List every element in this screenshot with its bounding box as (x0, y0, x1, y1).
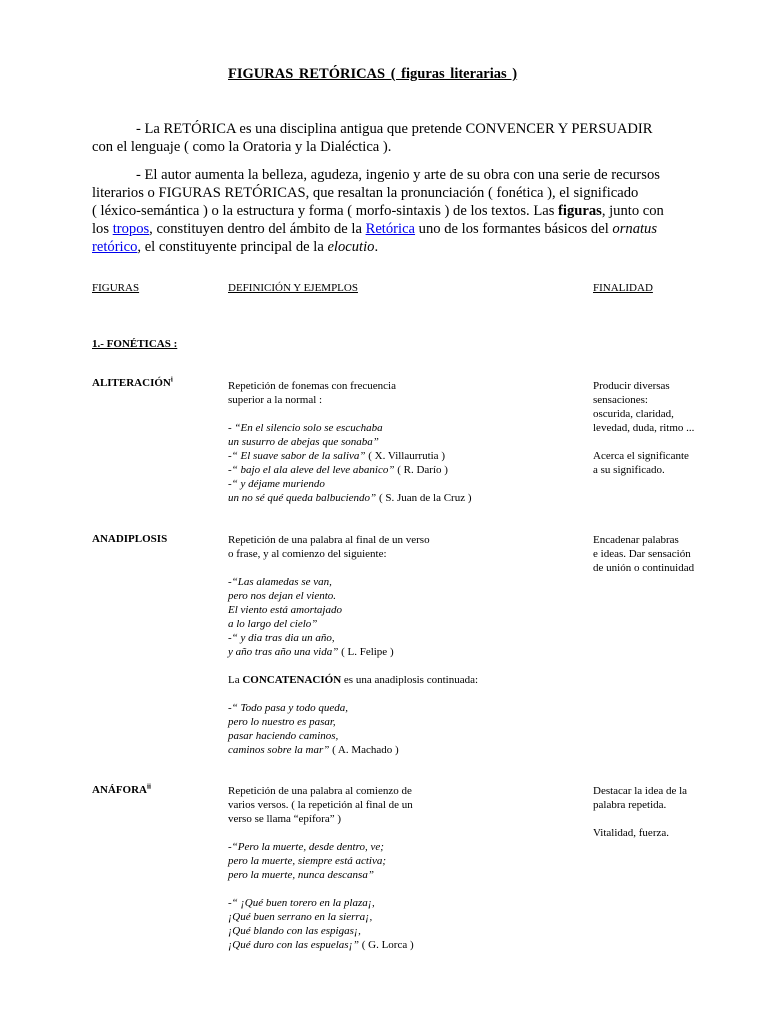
blank-line (228, 882, 414, 896)
paragraph-line: - El autor aumenta la belleza, agudeza, ingenio y arte de su obra con una serie de recursos (136, 167, 660, 183)
definition-line: Repetición de una palabra al comienzo de (228, 785, 412, 797)
example-line (228, 743, 478, 757)
column-header-finalidad: FINALIDAD (593, 282, 653, 294)
text-span: uno de los formantes básicos del (415, 221, 613, 237)
example-text: caminos sobre la mar” (228, 744, 330, 756)
example-line: pero la muerte, siempre está activa; (228, 855, 387, 867)
aliteracion-definition (228, 379, 472, 505)
example-text: un no sé qué queda balbuciendo” (228, 492, 377, 504)
example-line: un susurro de abejas que sonaba” (228, 436, 379, 448)
blank-line (228, 407, 472, 421)
intro-paragraph-1 (92, 120, 712, 156)
example-line (228, 463, 472, 477)
finalidad-line: Destacar la idea de la (593, 785, 688, 797)
aliteracion-finalidad (593, 379, 694, 477)
finalidad-line: de unión o continuidad (593, 562, 695, 574)
example-text: y año tras año una vida” (228, 646, 339, 658)
example-line: pasar haciendo caminos, (228, 730, 339, 742)
example-author: ( X. Villaurrutia ) (365, 450, 445, 462)
paragraph-line: literarios o FIGURAS RETÓRICAS, que resaltan la pronunciación ( fonética ), el significado (92, 185, 639, 201)
footnote-ref[interactable]: i (170, 375, 173, 384)
column-header-figuras: FIGURAS (92, 282, 140, 294)
intro-paragraph-2 (92, 166, 712, 256)
example-line: - “En el silencio solo se escuchaba (228, 422, 383, 434)
example-text: -“ bajo el ala aleve del leve abanico” (228, 464, 395, 476)
column-header-definicion: DEFINICIÓN Y EJEMPLOS (228, 282, 358, 294)
blank-line (228, 561, 478, 575)
anadiplosis-finalidad (593, 533, 694, 575)
example-author: ( R. Darío ) (394, 464, 448, 476)
text-span: La (228, 674, 243, 686)
finalidad-line: Acerca el significante (593, 450, 689, 462)
finalidad-line: oscurida, claridad, (593, 408, 674, 420)
example-line: El viento está amortajado (228, 604, 342, 616)
paragraph-line (92, 202, 712, 220)
section-foneticas: 1.- FONÉTICAS : (92, 338, 178, 350)
page-title: FIGURAS RETÓRICAS ( figuras literarias ) (228, 66, 518, 82)
example-line: ¡Qué buen serrano en la sierra¡, (228, 911, 373, 923)
text-span: , constituyen dentro del ámbito de la (149, 221, 366, 237)
example-line: -“Pero la muerte, desde dentro, ve; (228, 841, 384, 853)
retorico-link[interactable]: retórico (92, 239, 138, 255)
text-span: , el constituyente principal de la (137, 239, 328, 255)
example-line: -“ y dia tras dia un año, (228, 632, 335, 644)
concatenacion-bold: CONCATENACIÓN (242, 674, 342, 686)
blank-line (593, 812, 687, 826)
example-line: -“ y déjame muriendo (228, 478, 325, 490)
example-line (228, 938, 414, 952)
blank-line (228, 687, 478, 701)
text-span: . (374, 239, 379, 255)
definition-line: varios versos. ( la repetición al final de un (228, 799, 413, 811)
blank-line (593, 435, 694, 449)
example-line (228, 449, 472, 463)
finalidad-line: Encadenar palabras (593, 534, 679, 546)
text-span: es una anadiplosis continuada: (341, 674, 479, 686)
definition-line: Repetición de fonemas con frecuencia (228, 380, 396, 392)
example-line: pero nos dejan el viento. (228, 590, 337, 602)
anadiplosis-definition (228, 533, 478, 757)
concatenacion-line (228, 673, 478, 687)
finalidad-line: sensaciones: (593, 394, 648, 406)
paragraph-line (92, 220, 712, 238)
figure-anafora (92, 784, 151, 796)
figure-name: ANÁFORA (92, 784, 147, 796)
paragraph-line: - La RETÓRICA es una disciplina antigua que pretende CONVENCER Y PERSUADIR (136, 121, 653, 137)
figure-aliteracion (92, 377, 173, 389)
example-text: ¡Qué duro con las espuelas¡” (228, 939, 359, 951)
anafora-finalidad (593, 784, 687, 840)
finalidad-line: e ideas. Dar sensación (593, 548, 691, 560)
definition-line: o frase, y al comienzo del siguiente: (228, 548, 387, 560)
example-line: -“ ¡Qué buen torero en la plaza¡, (228, 897, 375, 909)
definition-line: verso se llama “epífora” ) (228, 813, 341, 825)
text-span: ( léxico-semántica ) o la estructura y forma ( morfo-sintaxis ) de los textos. Las (92, 203, 559, 219)
footnote-ref[interactable]: ii (147, 782, 151, 791)
example-line: ¡Qué blando con las espigas¡, (228, 925, 361, 937)
finalidad-line: palabra repetida. (593, 799, 667, 811)
figure-name: ALITERACIÓN (92, 377, 171, 389)
finalidad-line: levedad, duda, ritmo ... (593, 422, 695, 434)
finalidad-line: a su significado. (593, 464, 665, 476)
finalidad-line: Producir diversas (593, 380, 670, 392)
figuras-bold: figuras (558, 203, 602, 219)
blank-line (228, 659, 478, 673)
text-span: , junto con (601, 203, 664, 219)
example-text: -“ El suave sabor de la saliva” (228, 450, 366, 462)
paragraph-line: con el lenguaje ( como la Oratoria y la Dialéctica ). (92, 139, 392, 155)
example-line: -“Las alamedas se van, (228, 576, 332, 588)
example-author: ( L. Felipe ) (338, 646, 394, 658)
example-line: pero la muerte, nunca descansa” (228, 869, 374, 881)
definition-line: superior a la normal : (228, 394, 323, 406)
tropos-link[interactable]: tropos (112, 221, 150, 237)
example-line (228, 491, 472, 505)
example-line: -“ Todo pasa y todo queda, (228, 702, 348, 714)
example-line: pero lo nuestro es pasar, (228, 716, 336, 728)
example-author: ( S. Juan de la Cruz ) (376, 492, 472, 504)
example-author: ( A. Machado ) (329, 744, 399, 756)
blank-line (228, 826, 414, 840)
example-line (228, 645, 478, 659)
ornatus-italic: ornatus (612, 221, 658, 237)
text-span: los (92, 221, 113, 237)
example-line: a lo largo del cielo” (228, 618, 318, 630)
example-author: ( G. Lorca ) (358, 939, 414, 951)
definition-line: Repetición de una palabra al final de un verso (228, 534, 430, 546)
figure-anadiplosis: ANADIPLOSIS (92, 533, 168, 545)
retorica-link[interactable]: Retórica (365, 221, 416, 237)
elocutio-italic: elocutio (327, 239, 375, 255)
paragraph-line (92, 238, 712, 256)
anafora-definition (228, 784, 414, 952)
finalidad-line: Vitalidad, fuerza. (593, 827, 669, 839)
